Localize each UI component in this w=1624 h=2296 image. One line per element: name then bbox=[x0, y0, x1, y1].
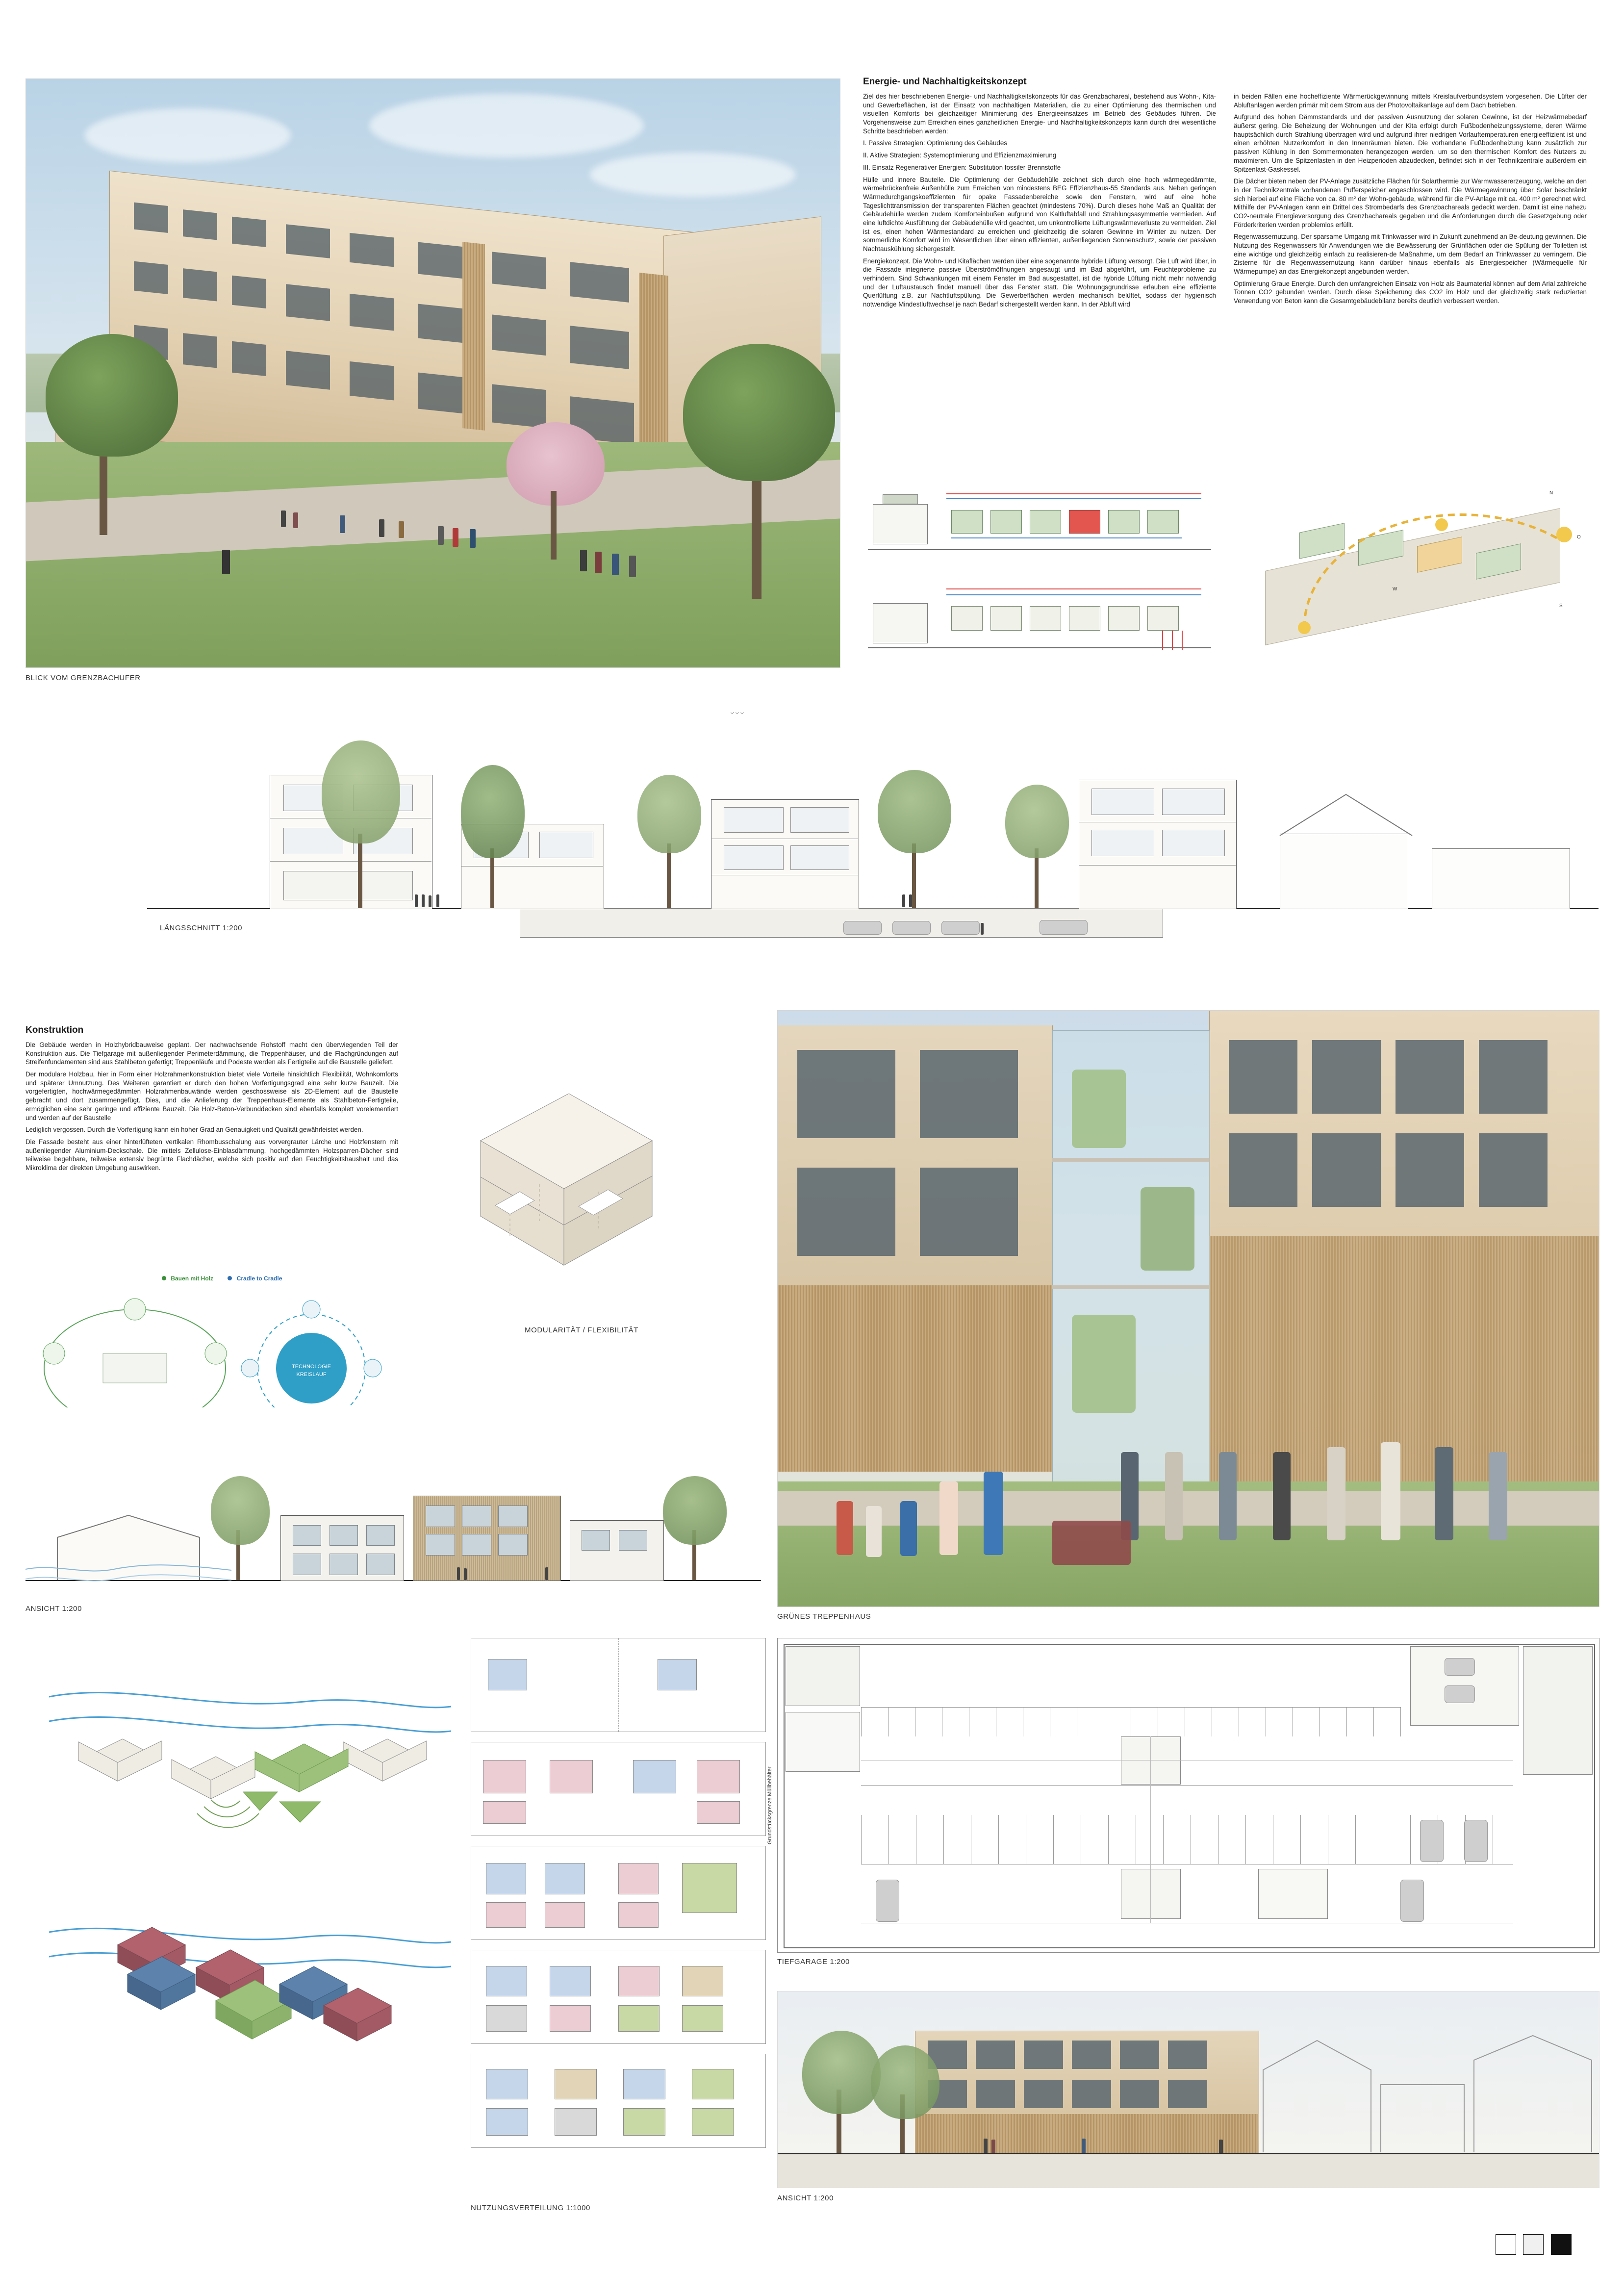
caption-long-section: LÄNGSSCHNITT 1:200 bbox=[160, 924, 243, 932]
svg-text:KREISLAUF: KREISLAUF bbox=[296, 1372, 327, 1378]
construction-title: Konstruktion bbox=[25, 1025, 84, 1035]
compass-south: S bbox=[1559, 603, 1563, 609]
use-distribution-plans bbox=[471, 1638, 765, 2197]
construction-text: Die Gebäude werden in Holzhybridbauweise geplant. Der nachwachsende Rohstoff macht den überwiegenden Teil der Konstruktion aus. Die Tiefgarage mit außenliegender Perimeterdämmung, die Treppenhäuser, und die Flachgründungen auf Streifenfundamenten sind aus Stahlbeton gefertigt; Treppenläufe und Podeste werden als Fertigteile auf die Baustelle geliefert. Der modulare Holzbau, hier in Form einer Holzrahmenkonstruktion bietet viele Vorteile hinsichtlich Flexibilität, Wohnkomforts und späterer Umnutzung. Des Weiteren garantiert er durch den hohen Vorfertigungsgrad eine sehr kurze Bauzeit. Die vorgefertigten, hochwärmegedämmten Holzrahmenbauwände werden geschossweise als 2D-Element auf die Baustelle gebracht und dort zusammengefügt. Dies, und die Anlieferung der Treppenhaus-Elemente als Stahlbeton-Fertigteile, ermöglichen eine sehr geringe und effiziente Bauzeit. Die Holz-Beton-Verbunddecken sind ebenfalls komplett vorelementiert und werden auf der Baustelle Lediglich vergossen. Durch die Vorfertigung kann ein hoher Grad an Genauigkeit und Qualität gewährleistet werden. Die Fassade besteht aus einer hinterlüfteten vertikalen Rhombusschalung aus vorvergrauter Lärche und Holzfenstern mit außenliegender Aluminium-Deckschale. Die mittels Zellulose-Einblasdämmung, hochgedämmten Holzsparren-Dächer sind teilweise begehbare, teilweise extensiv begrünte Flachdächer, welche sich positiv auf den Feuchtigkeitshaushalt und das Mikroklima der direkten Umgebung auswirken. bbox=[25, 1041, 398, 1172]
gable-roof-outline-icon bbox=[1275, 791, 1417, 837]
use-plan-3 bbox=[471, 1846, 766, 1940]
legend-holz-dot bbox=[162, 1276, 166, 1280]
swatch-black bbox=[1551, 2234, 1572, 2255]
use-plan-2 bbox=[471, 1742, 766, 1836]
compass-east: O bbox=[1577, 535, 1581, 540]
site-axonometric-top bbox=[49, 1638, 451, 1854]
garage-side-label: Grundstücksgrenze Müllbehälter bbox=[767, 1766, 773, 1844]
modularity-axonometric bbox=[422, 1094, 696, 1309]
legend-c2c-dot bbox=[228, 1276, 232, 1280]
energy-column-2: in beiden Fällen eine hocheffiziente Wärmerückgewinnung mittels Kreislaufverbundsystem vorgesehen. Die Lüfter der Abluftanlagen werden primär mit dem Strom aus der Photovoltaikanlage auf dem Dach betrieben. Aufgrund des hohen Dämmstandards und der passiven Ausnutzung der solaren Gewinne, ist der Heizwärmebedarf äußerst gering. Die Beheizung der Wohnungen und der Kita erfolgt durch Fußbodenheizungssysteme, deren Wärme hauptsächlich durch Strahlung übertragen wird und aufgrund ihrer niedrigen Vorlauftemperaturen energieeffizient ist und einen erhöhten Nutzerkomfort in den Innenräumen bieten. Die vorhandene Fußbodenheizung kann zusätzlich zur passiven Kühlung in den Sommermonaten herangezogen werden, um so den thermischen Komfort des Nutzers zu maximieren. Um die Spitzenlasten in den Heizperioden abzudecken, befindet sich in der Technikzentrale außerdem ein Spitzenlast-Gaskessel. Die Dächer bieten neben der PV-Anlage zusätzliche Flächen für Solarthermie zur Warmwassererzeugung, welche an den in der Technikzentrale vorhandenen Pufferspeicher angeschlossen wird. Die Wärmegewinnung über Solar beschränkt sich hierbei auf eine Fläche von ca. 80 m² der Wohn-gebäude, während für die PV-Anlage mit ca. 400 m² gerechnet wird. Mithilfe der PV-Anlagen kann ein Drittel des Strombedarfs des Grenzbachareals gedeckt werden. Damit ist eine nahezu CO2-neutrale Energieversorgung des Grenzbachareals gegeben und die Anforderungen durch die Gesetzgebung oder Förderkriterien werden problemlos erfüllt. Regenwassernutzung. Der sparsame Umgang mit Trinkwasser wird in Zukunft zunehmend an Be-deutung gewinnen. Die Nutzung des Regenwassers für Anwendungen wie die Bewässerung der Grünflächen oder die Spülung der Toiletten ist eine wichtige und gleichzeitig einfach zu realisieren-de Maßnahme, um dem Bedarf an Trinkwasser zu verringern. Die Zisterne für die Regenwassernutzung kann darüber hinaus ebenfalls als Energiespeicher (Wärmequelle für Wärmepumpe) an das Energiekonzept angebunden werden. Optimierung Graue Energie. Durch den umfangreichen Einsatz von Holz als Baumaterial können auf dem Arial zahlreiche Tonnen CO2 gebunden werden. Durch diese Speicherung des CO2 im Holz und der gleichzeitig stark reduzierten Verwendung von Beton kann die Gesamtgebäudebilanz bereits deutlich verbessert werden. bbox=[1234, 93, 1587, 305]
caption-nutzungsverteilung: NUTZUNGSVERTEILUNG 1:1000 bbox=[471, 2204, 590, 2212]
underground-garage-plan bbox=[767, 1638, 1599, 1953]
energy-title: Energie- und Nachhaltigkeitskonzept bbox=[863, 77, 1027, 87]
compass-north: N bbox=[1549, 490, 1553, 496]
compass-west: W bbox=[1393, 587, 1397, 592]
legend-holz-label: Bauen mit Holz bbox=[171, 1275, 214, 1282]
site-axonometric-bottom bbox=[49, 1859, 451, 2084]
energy-concept-block bbox=[863, 77, 1599, 312]
elevation-left-drawing bbox=[25, 1407, 761, 1604]
legend-c2c-label: Cradle to Cradle bbox=[236, 1275, 282, 1282]
cradle-legend bbox=[162, 1275, 282, 1282]
construction-block bbox=[25, 1025, 398, 1176]
use-plan-1 bbox=[471, 1638, 766, 1732]
swatch-white bbox=[1496, 2234, 1516, 2255]
swatch-grey bbox=[1523, 2234, 1544, 2255]
water-icon bbox=[25, 1555, 231, 1589]
footer-swatches bbox=[1491, 2234, 1572, 2257]
elevation-bottom-drawing bbox=[777, 1991, 1599, 2188]
sun-path-arc-icon bbox=[1245, 481, 1589, 672]
long-section-drawing bbox=[147, 687, 1599, 927]
birds-icon: ᨆ ᨆ ᨆ bbox=[731, 710, 744, 715]
caption-green-staircase: GRÜNES TREPPENHAUS bbox=[777, 1612, 871, 1621]
caption-modularity: MODULARITÄT / FLEXIBILITÄT bbox=[525, 1326, 639, 1334]
energy-scheme-diagram-winter bbox=[868, 584, 1211, 667]
svg-text:TECHNOLOGIE: TECHNOLOGIE bbox=[291, 1364, 331, 1370]
solar-axonometric-diagram bbox=[1245, 481, 1589, 672]
caption-ansicht-bottom: ANSICHT 1:200 bbox=[777, 2194, 834, 2202]
green-staircase-render bbox=[777, 1010, 1599, 1607]
background-outline-icon bbox=[1258, 2011, 1599, 2153]
hero-render bbox=[25, 78, 840, 668]
caption-hero: BLICK VOM GRENZBACHUFER bbox=[25, 674, 141, 682]
energy-scheme-diagram-summer bbox=[868, 490, 1211, 574]
energy-column-1: Ziel des hier beschriebenen Energie- und Nachhaltigkeitskonzepts für das Grenzbachareal, bestehend aus Wohn-, Kita- und Gewerbeflächen, ist der Einsatz von nachhaltigen Materialien, die zu einer Optimierung des thermischen und visuellen Komforts bei gleichzeitiger Minimierung des Energieeinsatzes im Betrieb des Gebäudes führen. Die Vorgehensweise zum Erreichen eines ganzheitlichen Energie- und Nachhaltigkeitskonzepts kann durch drei wesentliche Schritte beschrieben werden: I. Passive Strategien: Optimierung des Gebäudes II. Aktive Strategien: Systemoptimierung und Effizienzmaximierung III. Einsatz Regenerativer Energien: Substitution fossiler Brennstoffe Hülle und innere Bauteile. Die Optimierung der Gebäudehülle zeichnet sich durch eine hoch wärmegedämmte, wärmebrückenfreie Außenhülle zum Erreichen von mindestens BEG Effizienzhaus-55 Standards aus. Neben geringen Wärmedurchgangskoeffizienten für opake Fassadenbereiche sowie den Fenstern, wird auf eine hohe Tageslichttransmission der transparenten Flächen geachtet (mindestens 70%). Durch dieses hohe Maß an Qualität der Gebäudehülle werden zudem Komforteinbußen aufgrund von Kaltluftabfall und Strahlungsasymmetrie vermieden. Auf eine luftdichte Ausführung der Gebäudehülle wird geachtet, um unkontrollierte Lüftungswärmeverluste zu vermeiden. Ziel ist es, einen hohen Wärmestandard zu erreichen und gleichzeitig die solaren Gewinne im Winter zu nutzen. Der sommerliche Komfort wird im Wesentlichen über einen effizienten, außenliegenden Sonnenschutz, sowie der passiven Nachtauskühlung sichergestellt. Energiekonzept. Die Wohn- und Kitaflächen werden über eine sogenannte hybride Lüftung versorgt. Die Luft wird über, in die Fassade integrierte passive Überströmöffnungen angesaugt und im Bad abgeführt, um Feuchteprobleme zu verhindern. Sind Schwankungen mit einem Fenster im Bad ausgestattet, ist die hybride Lüftung nicht mehr notwendig und der Luftaustausch findet manuell über das Fenster statt. Die Wohnungsgrundrisse erlauben eine effiziente Querlüftung z.B. zur Nachtluftspülung. Die Gewerbeflächen werden mechanisch belüftet, sodass der hygienisch notwendige Mindestluftwechsel je nach Bedarf sichergestellt werden kann. In der Abluft wird bbox=[863, 93, 1216, 308]
use-plan-4 bbox=[471, 1950, 766, 2044]
use-plan-5 bbox=[471, 2054, 766, 2148]
caption-tiefgarage: TIEFGARAGE 1:200 bbox=[777, 1958, 850, 1966]
caption-ansicht-left: ANSICHT 1:200 bbox=[25, 1605, 82, 1613]
